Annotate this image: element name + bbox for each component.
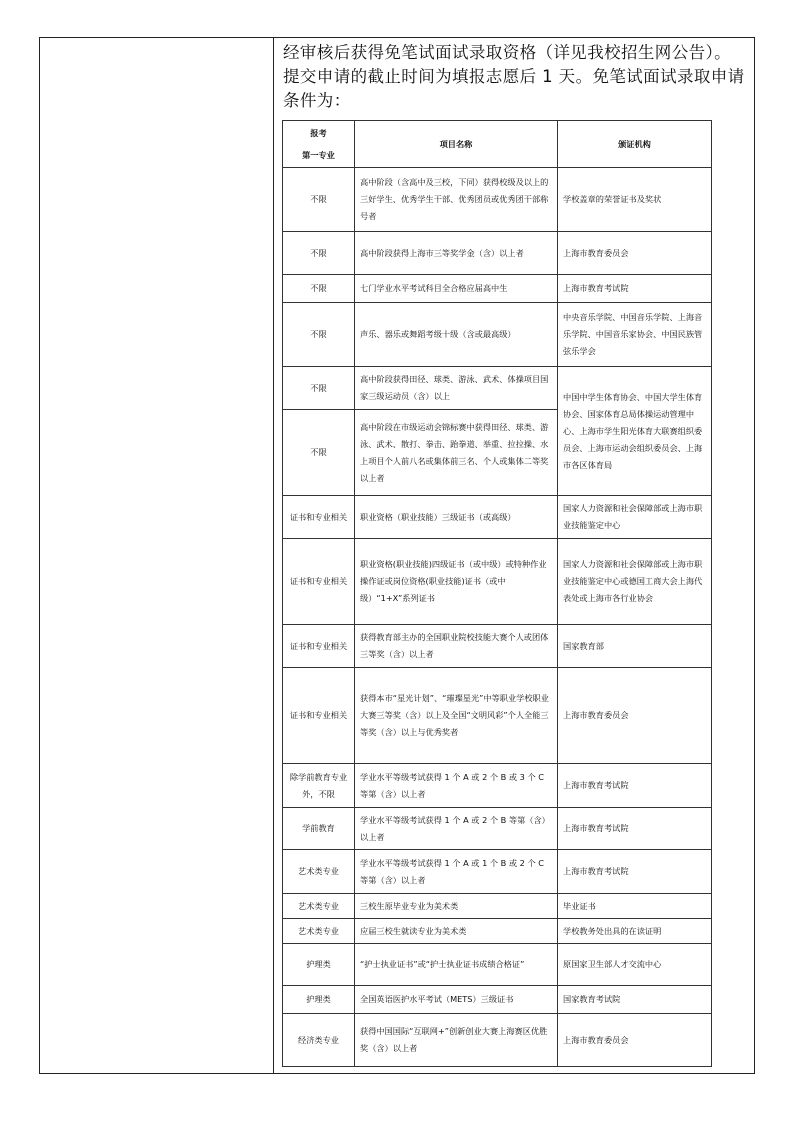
- table-row: [283, 764, 712, 808]
- left-label-column: [40, 38, 274, 1073]
- requirements-table: [282, 120, 712, 1067]
- cell-issuer: 上海市教育委员会: [558, 668, 712, 764]
- table-row: [283, 668, 712, 764]
- cell-issuer: 上海市教育考试院: [558, 850, 712, 894]
- cell-major: 不限: [283, 303, 355, 367]
- cell-major: 不限: [283, 410, 355, 496]
- cell-major: 学前教育: [283, 808, 355, 850]
- cell-issuer: 中央音乐学院、中国音乐学院、上海音乐学院、中国音乐家协会、中国民族管弦乐学会: [558, 303, 712, 367]
- cell-project: 职业资格（职业技能）三级证书（或高级）: [355, 496, 558, 539]
- table-row: [283, 232, 712, 275]
- table-row: [283, 168, 712, 232]
- table-row: [283, 625, 712, 668]
- cell-major: 艺术类专业: [283, 894, 355, 919]
- table-row: [283, 894, 712, 919]
- cell-project: 学业水平等级考试获得 1 个 A 或 2 个 B 或 3 个 C 等第（含）以上者: [355, 764, 558, 808]
- cell-issuer: 国家人力资源和社会保障部或上海市职业技能鉴定中心或德国工商大会上海代表处或上海市各行业协会: [558, 539, 712, 625]
- cell-project: 高中阶段获得田径、球类、游泳、武术、体操项目国家三级运动员（含）以上: [355, 367, 558, 410]
- cell-issuer: 上海市教育委员会: [558, 1014, 712, 1067]
- cell-project: 获得本市“星光计划”、“璀璨星光”中等职业学校职业大赛三等奖（含）以上及全国“文明风彩”个人全能三等奖（含）以上与优秀奖者: [355, 668, 558, 764]
- cell-project: “护士执业证书”或“护士执业证书成绩合格证”: [355, 944, 558, 986]
- header-major-line2: 第一专业: [302, 150, 335, 160]
- cell-major: 证书和专业相关: [283, 539, 355, 625]
- cell-project: 学业水平等级考试获得 1 个 A 或 1 个 B 或 2 个 C 等第（含）以上者: [355, 850, 558, 894]
- cell-issuer: 毕业证书: [558, 894, 712, 919]
- form-outer-frame: [39, 37, 755, 1074]
- cell-project: 职业资格(职业技能)四级证书（或中级）或特种作业操作证或岗位资格(职业技能)证书（或中级）“1+X”系列证书: [355, 539, 558, 625]
- table-header-row: [283, 121, 712, 168]
- cell-project: 应届三校生就读专业为美术类: [355, 919, 558, 944]
- cell-project: 三校生原毕业专业为美术类: [355, 894, 558, 919]
- cell-project: 高中阶段获得上海市三等奖学金（含）以上者: [355, 232, 558, 275]
- right-content-column: [274, 38, 754, 1073]
- cell-issuer: 上海市教育考试院: [558, 275, 712, 303]
- cell-major: 不限: [283, 275, 355, 303]
- table-row: [283, 919, 712, 944]
- cell-major: 除学前教育专业外，不限: [283, 764, 355, 808]
- cell-project: 声乐、器乐或舞蹈考级十级（含或最高级）: [355, 303, 558, 367]
- cell-major: 护理类: [283, 986, 355, 1014]
- cell-issuer: 上海市教育委员会: [558, 232, 712, 275]
- cell-issuer: 原国家卫生部人才交流中心: [558, 944, 712, 986]
- cell-project: 七门学业水平考试科目全合格应届高中生: [355, 275, 558, 303]
- cell-issuer: 国家人力资源和社会保障部或上海市职业技能鉴定中心: [558, 496, 712, 539]
- cell-major: 证书和专业相关: [283, 496, 355, 539]
- cell-issuer: 学校教务处出具的在读证明: [558, 919, 712, 944]
- table-row: [283, 496, 712, 539]
- cell-issuer: 上海市教育考试院: [558, 808, 712, 850]
- cell-major: 不限: [283, 168, 355, 232]
- cell-major: 艺术类专业: [283, 919, 355, 944]
- cell-major: 证书和专业相关: [283, 625, 355, 668]
- cell-major: 不限: [283, 367, 355, 410]
- table-row: [283, 1014, 712, 1067]
- table-row: [283, 850, 712, 894]
- table-row: [283, 303, 712, 367]
- cell-issuer: 国家教育部: [558, 625, 712, 668]
- cell-project: 全国英语医护水平考试（METS）三级证书: [355, 986, 558, 1014]
- cell-issuer: 国家教育考试院: [558, 986, 712, 1014]
- cell-project: 高中阶段在市级运动会锦标赛中获得田径、球类、游泳、武术、散打、拳击、跆拳道、举重、拉拉操、水上项目个人前八名或集体前三名、个人或集体二等奖以上者: [355, 410, 558, 496]
- table-row: [283, 539, 712, 625]
- cell-major: 艺术类专业: [283, 850, 355, 894]
- header-project: 项目名称: [355, 121, 558, 168]
- header-issuer: 颁证机构: [558, 121, 712, 168]
- cell-project: 获得中国国际“互联网+”创新创业大赛上海赛区优胜奖（含）以上者: [355, 1014, 558, 1067]
- cell-major: 护理类: [283, 944, 355, 986]
- table-row: [283, 808, 712, 850]
- intro-paragraph: 经审核后获得免笔试面试录取资格（详见我校招生网公告）。提交申请的截止时间为填报志愿后 1 天。免笔试面试录取申请条件为：: [283, 43, 745, 110]
- cell-issuer: 上海市教育考试院: [558, 764, 712, 808]
- table-row: [283, 367, 712, 410]
- cell-issuer: 中国中学生体育协会、中国大学生体育协会、国家体育总局体操运动管理中心、上海市学生阳光体育大联赛组织委员会、上海市运动会组织委员会、上海市各区体育局: [558, 367, 712, 496]
- cell-project: 学业水平等级考试获得 1 个 A 或 2 个 B 等第（含）以上者: [355, 808, 558, 850]
- table-row: [283, 275, 712, 303]
- table-row: [283, 944, 712, 986]
- cell-major: 不限: [283, 232, 355, 275]
- cell-major: 经济类专业: [283, 1014, 355, 1067]
- header-major-line1: 报考: [310, 128, 327, 138]
- cell-major: 证书和专业相关: [283, 668, 355, 764]
- cell-project: 高中阶段（含高中及三校，下同）获得校级及以上的三好学生、优秀学生干部、优秀团员或优秀团干部称号者: [355, 168, 558, 232]
- cell-issuer: 学校盖章的荣誉证书及奖状: [558, 168, 712, 232]
- table-row: [283, 986, 712, 1014]
- cell-project: 获得教育部主办的全国职业院校技能大赛个人或团体三等奖（含）以上者: [355, 625, 558, 668]
- header-major: [283, 121, 355, 168]
